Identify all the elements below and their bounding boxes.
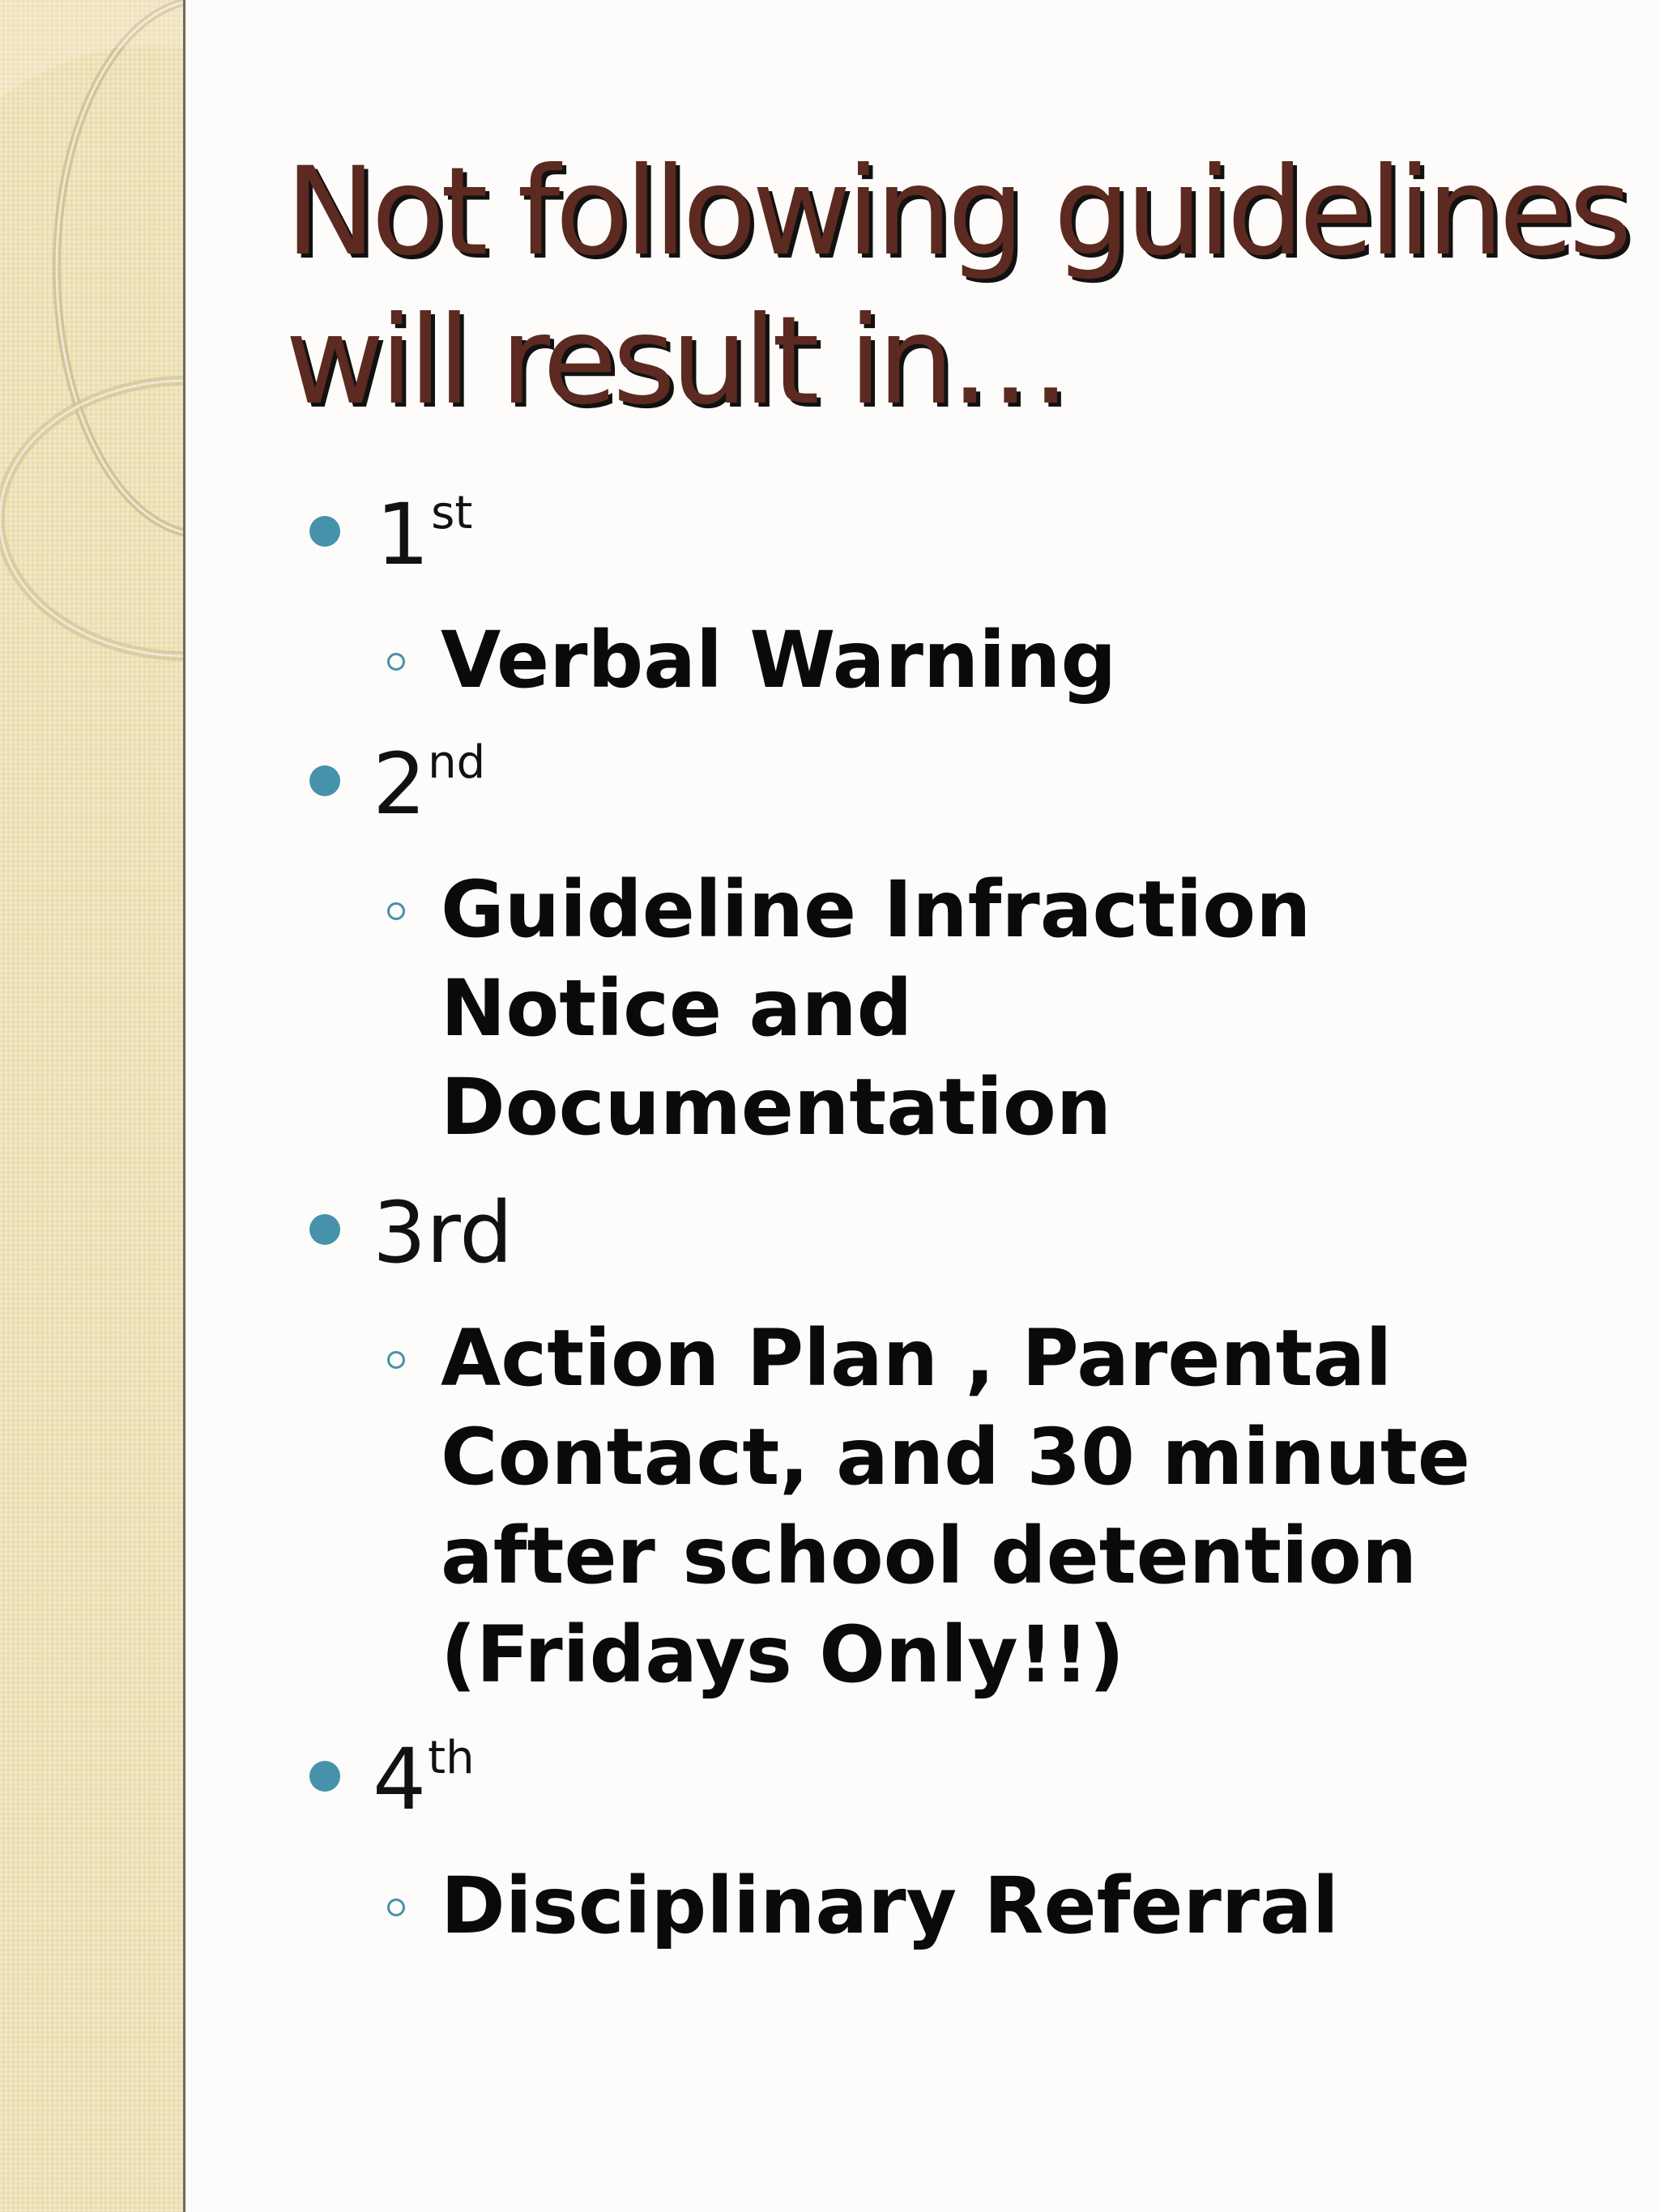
decorative-side-panel [0, 0, 183, 2212]
offense-number: 2 [373, 735, 427, 833]
bullet-dot-icon [309, 1214, 340, 1245]
consequence-line: Contact, and 30 minute [441, 1412, 1471, 1502]
side-panel-border [183, 0, 186, 2212]
offense-suffix: nd [428, 736, 486, 789]
consequence-line: after school detention [441, 1511, 1418, 1601]
consequence-line: (Fridays Only!!) [441, 1609, 1125, 1700]
consequence-1st [441, 611, 1607, 710]
sub-bullet-ring-icon [387, 1899, 405, 1916]
offense-suffix: st [431, 487, 473, 539]
sub-bullet-ring-icon [387, 1351, 405, 1369]
offense-suffix: th [428, 1732, 475, 1784]
consequence-3rd [441, 1309, 1607, 1704]
offense-level-1st [376, 486, 472, 598]
consequence-2nd [441, 860, 1607, 1157]
offense-level-2nd [373, 735, 485, 847]
sub-bullet-ring-icon [387, 653, 405, 671]
swirl-ornament-icon [0, 0, 183, 729]
consequence-line: Notice and [441, 963, 913, 1054]
consequence-line: Guideline Infraction [441, 864, 1311, 955]
consequence-line: Verbal Warning [441, 615, 1117, 705]
consequence-4th [441, 1856, 1607, 1955]
consequence-line: Disciplinary Referral [441, 1860, 1339, 1951]
bullet-dot-icon [309, 516, 340, 547]
offense-number: 4 [373, 1730, 427, 1829]
sub-bullet-ring-icon [387, 902, 405, 920]
offense-number: 3rd [373, 1183, 514, 1282]
offense-level-4th [373, 1731, 475, 1843]
bullet-dot-icon [309, 765, 340, 796]
title-line-1: Not following guidelines [285, 142, 1627, 283]
slide-title [285, 138, 1627, 436]
bullet-dot-icon [309, 1761, 340, 1792]
consequence-line: Documentation [441, 1062, 1112, 1153]
title-line-2: will result in… [285, 291, 1067, 432]
consequence-line: Action Plan , Parental [441, 1313, 1392, 1404]
offense-level-3rd [373, 1184, 514, 1296]
offense-number: 1 [376, 485, 430, 584]
